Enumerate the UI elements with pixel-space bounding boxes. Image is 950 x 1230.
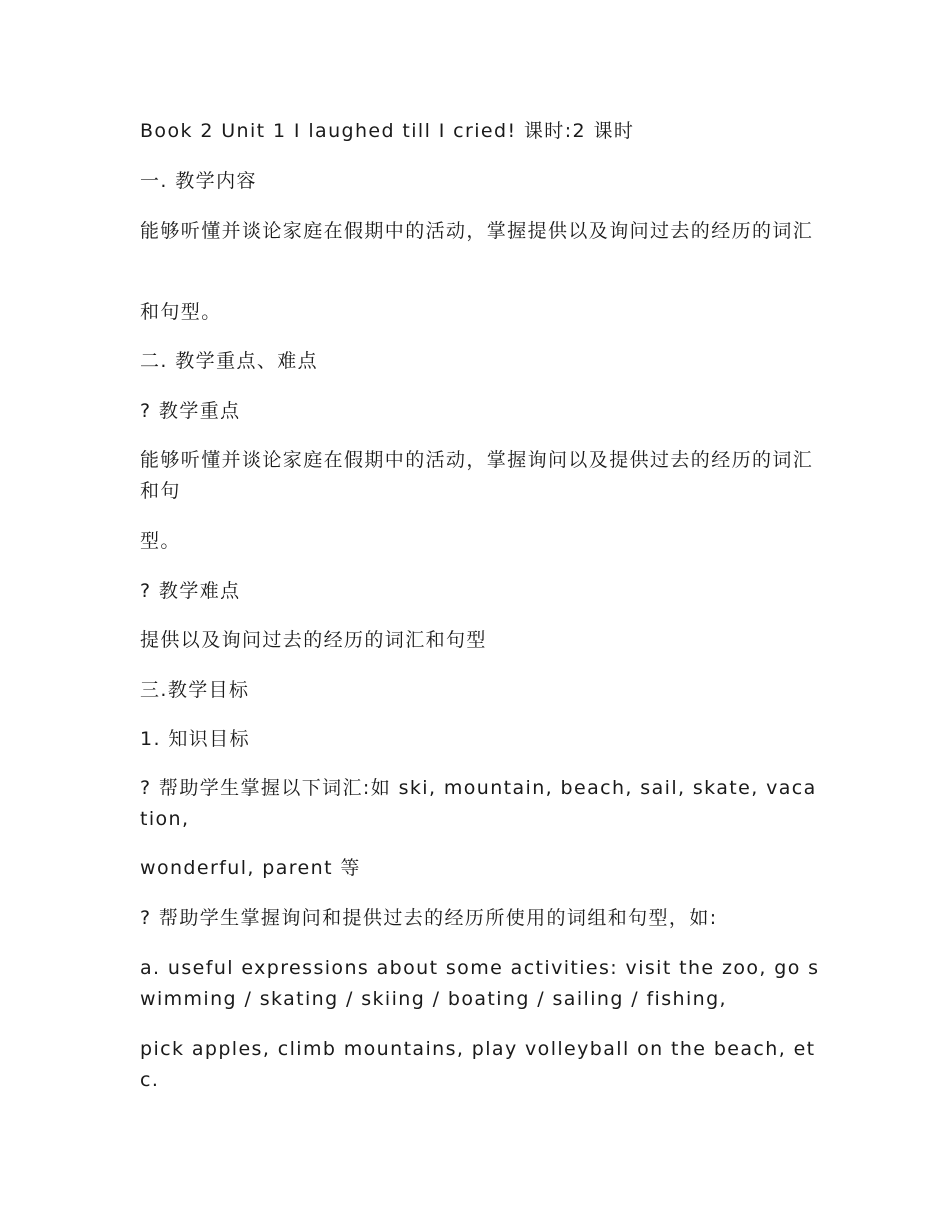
paragraph-line: 型。 — [140, 530, 181, 552]
paragraph-line: wonderful, parent 等 — [140, 857, 361, 879]
subheading-key-point: ? 教学重点 — [140, 400, 241, 422]
paragraph-line: 和句型。 — [140, 301, 222, 323]
section-heading-key-points: 二. 教学重点、难点 — [140, 350, 319, 372]
paragraph-line: 能够听懂并谈论家庭在假期中的活动，掌握询问以及提供过去的经历的词汇和句 — [140, 449, 814, 502]
paragraph-line: 提供以及询问过去的经历的词汇和句型 — [140, 629, 487, 651]
paragraph-line — [140, 216, 820, 247]
document-title: Book 2 Unit 1 I laughed till I cried! 课时:2 课时 — [140, 120, 635, 142]
section-heading-objectives: 三.教学目标 — [140, 679, 250, 701]
paragraph-text: 能够听懂并谈论家庭在假期中的活动，掌握提供以及询问过去的经历的词汇 — [140, 220, 814, 242]
subheading-difficulty: ? 教学难点 — [140, 580, 241, 602]
paragraph-line: ? 帮助学生掌握以下词汇:如 ski, mountain, beach, sail, skate, vacation, — [140, 777, 817, 830]
section-heading-content: 一. 教学内容 — [140, 170, 257, 192]
paragraph-line: pick apples, climb mountains, play volleyball on the beach, etc. — [140, 1038, 816, 1091]
paragraph-line: ? 帮助学生掌握询问和提供过去的经历所使用的词组和句型，如: — [140, 907, 718, 929]
paragraph-line: a. useful expressions about some activities: visit the zoo, go swimming / skating / skiing / boating / sailing / fishing, — [140, 957, 820, 1010]
subheading-knowledge-objectives: 1. 知识目标 — [140, 728, 250, 750]
